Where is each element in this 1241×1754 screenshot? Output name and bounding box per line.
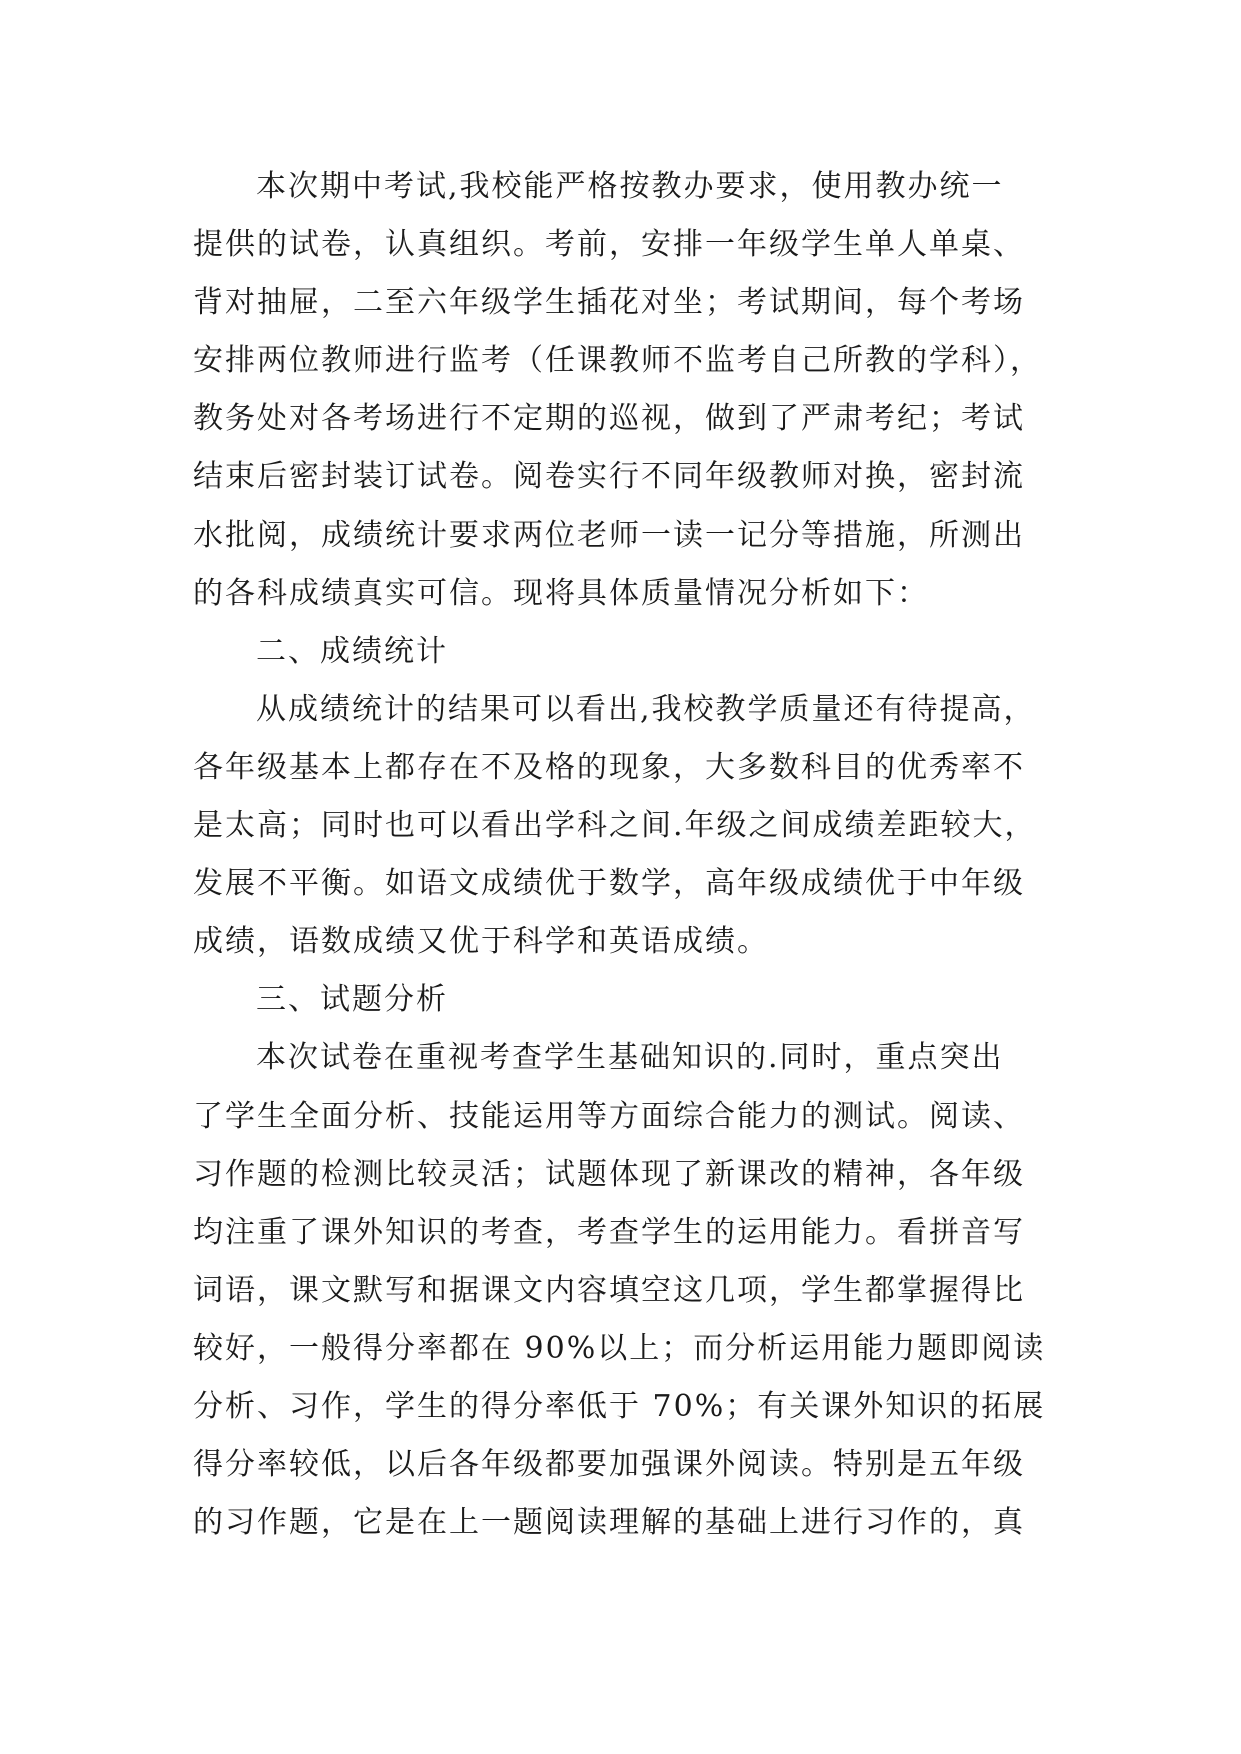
text-line: 发展不平衡。如语文成绩优于数学，高年级成绩优于中年级 (193, 866, 1025, 902)
text-line: 本次试卷在重视考查学生基础知识的.同时，重点突出 (256, 1040, 1004, 1076)
text-line: 教务处对各考场进行不定期的巡视，做到了严肃考纪；考试 (193, 401, 1025, 437)
text-line: 的各科成绩真实可信。现将具体质量情况分析如下： (193, 575, 929, 611)
text-line: 结束后密封装订试卷。阅卷实行不同年级教师对换，密封流 (193, 459, 1025, 495)
text-line: 提供的试卷，认真组织。考前，安排一年级学生单人单桌、 (193, 227, 1025, 263)
text-line: 安排两位教师进行监考（任课教师不监考自己所教的学科）， (193, 343, 1042, 379)
section-heading-score-statistics: 二、成绩统计 (256, 633, 448, 669)
section-heading-question-analysis: 三、试题分析 (256, 982, 448, 1018)
text-line: 的习作题，它是在上一题阅读理解的基础上进行习作的，真 (193, 1505, 1025, 1541)
text-line: 词语，课文默写和据课文内容填空这几项，学生都掌握得比 (193, 1272, 1025, 1308)
text-line: 从成绩统计的结果可以看出,我校教学质量还有待提高， (256, 691, 1036, 727)
paragraph-question-analysis (193, 1029, 1053, 1552)
text-line: 成绩，语数成绩又优于科学和英语成绩。 (193, 924, 769, 960)
paragraph-exam-overview (193, 158, 1053, 623)
text-line: 均注重了课外知识的考查，考查学生的运用能力。看拼音写 (193, 1214, 1025, 1250)
text-line: 分析、习作，学生的得分率低于 70%；有关课外知识的拓展 (193, 1388, 1046, 1424)
text-line: 了学生全面分析、技能运用等方面综合能力的测试。阅读、 (193, 1098, 1025, 1134)
document-body (193, 158, 1053, 1552)
text-line: 背对抽屉，二至六年级学生插花对坐；考试期间，每个考场 (193, 285, 1025, 321)
text-line: 较好，一般得分率都在 90%以上；而分析运用能力题即阅读 (193, 1330, 1046, 1366)
text-line: 水批阅，成绩统计要求两位老师一读一记分等措施，所测出 (193, 517, 1025, 553)
text-line: 习作题的检测比较灵活；试题体现了新课改的精神，各年级 (193, 1156, 1025, 1192)
paragraph-score-analysis (193, 681, 1053, 971)
text-line: 各年级基本上都存在不及格的现象，大多数科目的优秀率不 (193, 749, 1025, 785)
text-line: 本次期中考试,我校能严格按教办要求，使用教办统一 (256, 169, 1004, 204)
text-line: 得分率较低，以后各年级都要加强课外阅读。特别是五年级 (193, 1447, 1025, 1483)
text-line: 是太高；同时也可以看出学科之间.年级之间成绩差距较大， (193, 808, 1037, 844)
